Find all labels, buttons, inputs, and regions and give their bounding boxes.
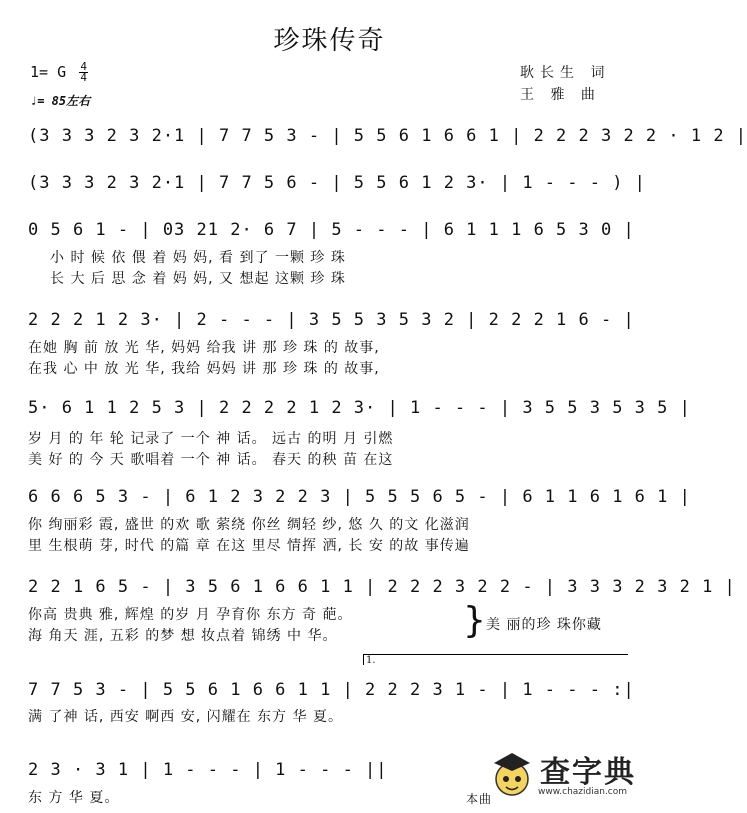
notation-system-8: 7 7 5 3 - | 5 5 6 1 6 6 1 1 | 2 2 2 3 1 - | 1 - - - :| [28,680,635,700]
notation-system-7: 2 2 1 6 5 - | 3 5 6 1 6 6 1 1 | 2 2 2 3 2 2 - | 3 3 3 2 3 2 1 | [28,577,736,597]
lyrics-side-7: 美 丽的珍 珠你藏 [486,617,602,633]
notation-system-9: 2 3 · 3 1 | 1 - - - | 1 - - - || [28,760,388,780]
tempo-marking: ♩= 85左右 [30,94,91,108]
lyrics-line-7a: 你高 贵典 雅, 辉煌 的岁 月 孕育你 东方 奇 葩。 [28,607,353,623]
notation-system-2: (3 3 3 2 3 2·1 | 7 7 5 6 - | 5 5 6 1 2 3· | 1 - - - ) | [28,173,646,193]
notation-system-1: (3 3 3 2 3 2·1 | 7 7 5 3 - | 5 5 6 1 6 6 1 | 2 2 2 3 2 2 · 1 2 | [28,126,747,146]
key-signature [30,62,88,83]
mascot-icon [488,749,536,801]
lyrics-line-8: 满 了神 话, 西安 啊西 安, 闪耀在 东方 华 夏。 [28,709,343,725]
volta-bracket [363,654,628,665]
site-logo[interactable] [478,745,653,807]
lyrics-line-6a: 你 绚丽彩 霞, 盛世 的欢 歌 萦绕 你丝 绸轻 纱, 悠 久 的文 化滋润 [28,517,470,533]
time-signature: $\frac{4}{4}$ [80,60,87,84]
lyrics-line-4a: 在她 胸 前 放 光 华, 妈妈 给我 讲 那 珍 珠 的 故事, [28,340,380,356]
lyrics-line-5b: 美 好 的 今 天 歌唱着 一个 神 话。 春天 的秧 苗 在这 [28,452,394,468]
lyrics-line-6b: 里 生根萌 芽, 时代 的篇 章 在这 里尽 情挥 洒, 长 安 的故 事传遍 [28,538,470,554]
lyricist-credit: 耿长生 词 [520,65,611,81]
key-label: 1= G [30,63,67,81]
lyrics-line-3b: 长 大 后 思 念 着 妈 妈, 又 想起 这颗 珍 珠 [50,271,346,287]
song-title: 珍珠传奇 [273,26,386,56]
lyrics-line-5a: 岁 月 的 年 轮 记录了 一个 神 话。 远古 的明 月 引燃 [28,431,394,447]
footer-note: 本曲 [466,792,493,806]
notation-system-6: 6 6 6 5 3 - | 6 1 2 3 2 2 3 | 5 5 5 6 5 - | 6 1 1 6 1 6 1 | [28,487,691,507]
volta-label: 1. [366,655,376,666]
lyrics-line-3a: 小 时 候 依 偎 着 妈 妈, 看 到了 一颗 珍 珠 [50,250,346,266]
lyrics-line-9: 东 方 华 夏。 [28,790,120,806]
notation-system-5: 5· 6 1 1 2 5 3 | 2 2 2 2 1 2 3· | 1 - - - | 3 5 5 3 5 3 5 | [28,398,691,418]
logo-url: www.chazidian.com [538,787,628,797]
brace-symbol: } [463,600,486,641]
lyrics-line-7b: 海 角天 涯, 五彩 的梦 想 妆点着 锦绣 中 华。 [28,628,338,644]
lyrics-line-4b: 在我 心 中 放 光 华, 我给 妈妈 讲 那 珍 珠 的 故事, [28,361,380,377]
logo-text: 查字典 [540,755,636,790]
composer-credit: 王 雅 曲 [520,87,601,103]
notation-system-4: 2 2 2 1 2 3· | 2 - - - | 3 5 5 3 5 3 2 | 2 2 2 1 6 - | [28,310,635,330]
notation-system-3: 0 5 6 1 - | 03 21 2· 6 7 | 5 - - - | 6 1 1 1 6 5 3 0 | [28,220,635,240]
